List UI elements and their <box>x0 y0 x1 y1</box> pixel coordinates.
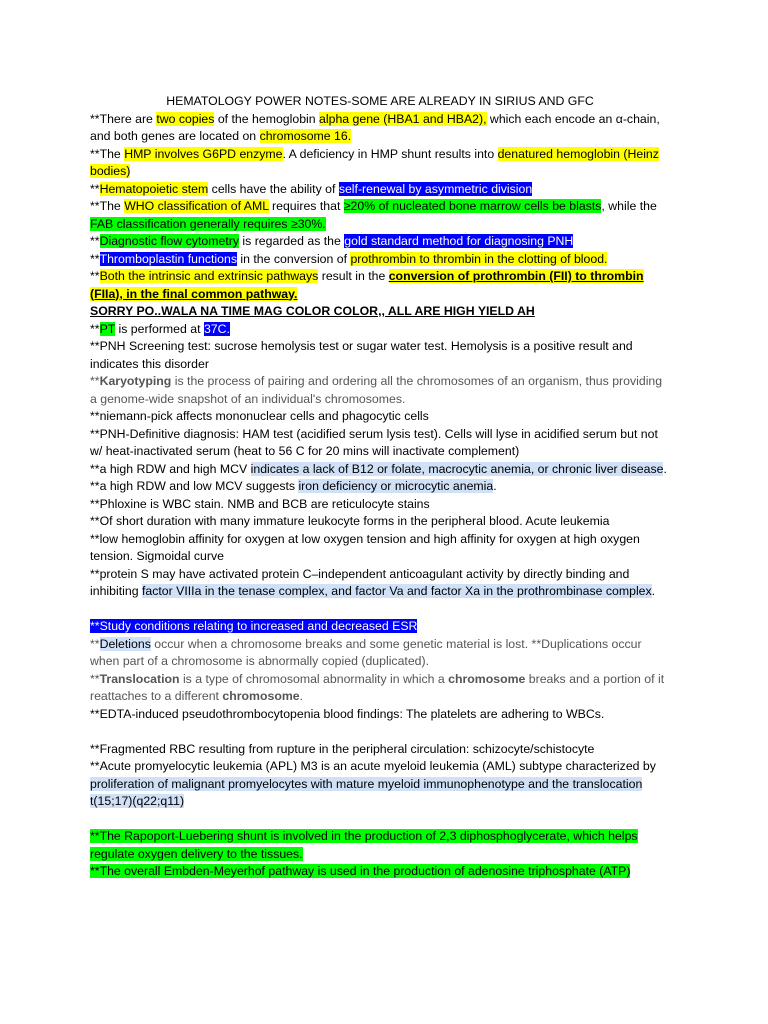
note-text: is regarded as the <box>239 234 345 248</box>
note-text: Translocation <box>99 671 180 686</box>
note-text: of the hemoglobin <box>214 111 320 126</box>
document-page <box>90 93 670 881</box>
note-text: **a high RDW and low MCV suggests <box>90 479 299 493</box>
note-paragraph <box>90 181 670 199</box>
note-paragraph <box>90 198 670 233</box>
note-text: ** <box>90 269 100 283</box>
highlighted-text: PT <box>99 321 116 336</box>
note-text: is the process of pairing and ordering all the chromosomes of an organism, thus providing a genome-wide snapshot of an individual's chromosomes. <box>90 374 663 406</box>
highlighted-text: Both the intrinsic and extrinsic pathways <box>99 269 319 283</box>
note-text: **PNH Screening test: sucrose hemolysis test or sugar water test. Hemolysis is a positive result and indicates this disorder <box>90 339 633 371</box>
document-title: HEMATOLOGY POWER NOTES-SOME ARE ALREADY IN SIRIUS AND GFC <box>166 94 594 108</box>
note-text: breaks and a portion of it reattaches to a different <box>90 671 665 703</box>
note-paragraph <box>90 706 670 724</box>
note-paragraph <box>90 566 670 601</box>
blank-line <box>90 723 670 741</box>
highlighted-text: **Study conditions relating to increased and decreased ESR <box>90 619 418 633</box>
note-paragraph <box>90 251 670 269</box>
highlighted-text: FAB classification generally requires ≥30%. <box>90 216 326 231</box>
note-text: chromosome <box>222 689 300 703</box>
note-paragraph <box>90 303 670 321</box>
note-text: ** <box>90 181 100 196</box>
highlighted-text: Deletions <box>99 636 151 651</box>
note-text: ** <box>90 636 100 651</box>
note-text: , while the <box>601 199 657 213</box>
highlighted-text: Thromboplastin functions <box>99 251 237 266</box>
highlighted-text: chromosome 16. <box>259 129 352 143</box>
note-text: requires that <box>268 199 344 213</box>
highlighted-text: gold standard method for diagnosing PNH <box>344 234 574 248</box>
note-text: **protein S may have activated protein C–independent anticoagulant activity by directly binding and inhibiting <box>90 566 630 598</box>
note-paragraph <box>90 321 670 339</box>
note-text: cells have the ability of <box>208 181 339 196</box>
highlighted-text: factor VIIIa in the tenase complex, and factor Va and factor Xa in the prothrombinase complex <box>141 584 652 598</box>
blank-line <box>90 811 670 829</box>
note-paragraph <box>90 373 670 408</box>
note-text: ** <box>90 251 100 266</box>
note-paragraph <box>90 863 670 881</box>
note-text: . <box>299 689 304 703</box>
note-paragraph <box>90 618 670 636</box>
highlighted-text: conversion of prothrombin (FII) to thrombin (FIIa), in the final common pathway. <box>90 269 644 301</box>
note-paragraph <box>90 426 670 461</box>
note-paragraph <box>90 461 670 479</box>
note-text: Karyotyping <box>99 374 172 388</box>
highlighted-text: Diagnostic flow cytometry <box>99 234 239 248</box>
note-text: in the conversion of <box>236 251 351 266</box>
highlighted-text: alpha gene (HBA1 and HBA2), <box>319 111 487 126</box>
note-text: **niemann-pick affects mononuclear cells and phagocytic cells <box>90 409 429 423</box>
highlighted-text: HMP involves G6PD enzyme <box>124 146 283 161</box>
highlighted-text: proliferation of malignant promyelocytes with mature myeloid immunophenotype and the translocation t(15;17)(q22;q11) <box>90 776 643 808</box>
note-paragraph <box>90 146 670 181</box>
note-paragraph <box>90 758 670 811</box>
note-text: result in the <box>318 269 389 283</box>
note-paragraph <box>90 233 670 251</box>
note-text: SORRY PO..WALA NA TIME MAG COLOR COLOR,, ALL ARE HIGH YIELD AH <box>90 304 535 318</box>
highlighted-text: WHO classification of AML <box>124 199 269 213</box>
highlighted-text: two copies <box>156 111 215 126</box>
note-text: **The <box>90 199 125 213</box>
note-text: **Phloxine is WBC stain. NMB and BCB are reticulocyte stains <box>90 496 430 511</box>
note-paragraph <box>90 513 670 531</box>
note-paragraph <box>90 111 670 146</box>
note-paragraph <box>90 636 670 671</box>
note-paragraph <box>90 671 670 706</box>
highlighted-text: prothrombin to thrombin in the clotting of blood. <box>350 251 608 266</box>
note-text: ** <box>90 671 100 686</box>
note-text: **low hemoglobin affinity for oxygen at low oxygen tension and high affinity for oxygen at high oxygen tension. Sigmoidal curve <box>90 531 640 563</box>
note-text: **The <box>90 146 125 161</box>
highlighted-text: **The overall Embden-Meyerhof pathway is used in the production of adenosine triphosphate (ATP) <box>90 864 631 878</box>
note-text: **EDTA-induced pseudothrombocytopenia blood findings: The platelets are adhering to WBCs. <box>90 706 605 721</box>
highlighted-text: ≥20% of nucleated bone marrow cells be blasts <box>343 199 602 213</box>
note-text: . <box>493 479 497 493</box>
highlighted-text: **The Rapoport-Luebering shunt is involved in the production of 2,3 diphosphoglycerate, which helps regulate oxygen delivery to the tissues. <box>90 829 638 861</box>
notes-list <box>90 111 670 881</box>
highlighted-text: denatured hemoglobin (Heinz bodies) <box>90 146 659 178</box>
note-text: chromosome <box>448 671 526 686</box>
note-paragraph <box>90 531 670 566</box>
note-text: ** <box>90 321 100 336</box>
highlighted-text: 37C. <box>203 321 230 336</box>
note-text: . A deficiency in HMP shunt results into <box>282 146 498 161</box>
note-text: is a type of chromosomal abnormality in which a <box>179 671 449 686</box>
note-text: **Fragmented RBC resulting from rupture in the peripheral circulation: schizocyte/schistocyte <box>90 741 595 756</box>
note-paragraph <box>90 408 670 426</box>
note-text: . <box>663 461 667 476</box>
highlighted-text: self-renewal by asymmetric division <box>338 181 533 196</box>
note-paragraph <box>90 268 670 303</box>
note-text: ** <box>90 234 100 248</box>
note-paragraph <box>90 828 670 863</box>
note-paragraph <box>90 496 670 514</box>
note-text: which each encode an α-chain, and both genes are located on <box>90 111 660 143</box>
highlighted-text: indicates a lack of B12 or folate, macrocytic anemia, or chronic liver disease <box>250 461 664 476</box>
note-text: **Acute promyelocytic leukemia (APL) M3 is an acute myeloid leukemia (AML) subtype characterized by <box>90 759 656 773</box>
note-text: **a high RDW and high MCV <box>90 461 251 476</box>
note-paragraph <box>90 338 670 373</box>
highlighted-text: Hematopoietic stem <box>99 181 209 196</box>
note-text: **Of short duration with many immature leukocyte forms in the peripheral blood. Acute leukemia <box>90 514 610 528</box>
note-paragraph <box>90 478 670 496</box>
note-text: is performed at <box>115 321 204 336</box>
note-text: **There are <box>90 111 157 126</box>
note-text: occur when a chromosome breaks and some genetic material is lost. **Duplications occur when part of a chromosome is abnormally copied (duplicated). <box>90 636 642 668</box>
blank-line <box>90 601 670 619</box>
note-text: ** <box>90 374 100 388</box>
note-text: **PNH-Definitive diagnosis: HAM test (acidified serum lysis test). Cells will lyse in acidified serum but not w/ heat-inactivated serum (heat to 56 C for 20 mins will inactivate complement) <box>90 426 658 458</box>
note-paragraph <box>90 741 670 759</box>
note-text: . <box>651 584 656 598</box>
highlighted-text: iron deficiency or microcytic anemia <box>298 479 494 493</box>
